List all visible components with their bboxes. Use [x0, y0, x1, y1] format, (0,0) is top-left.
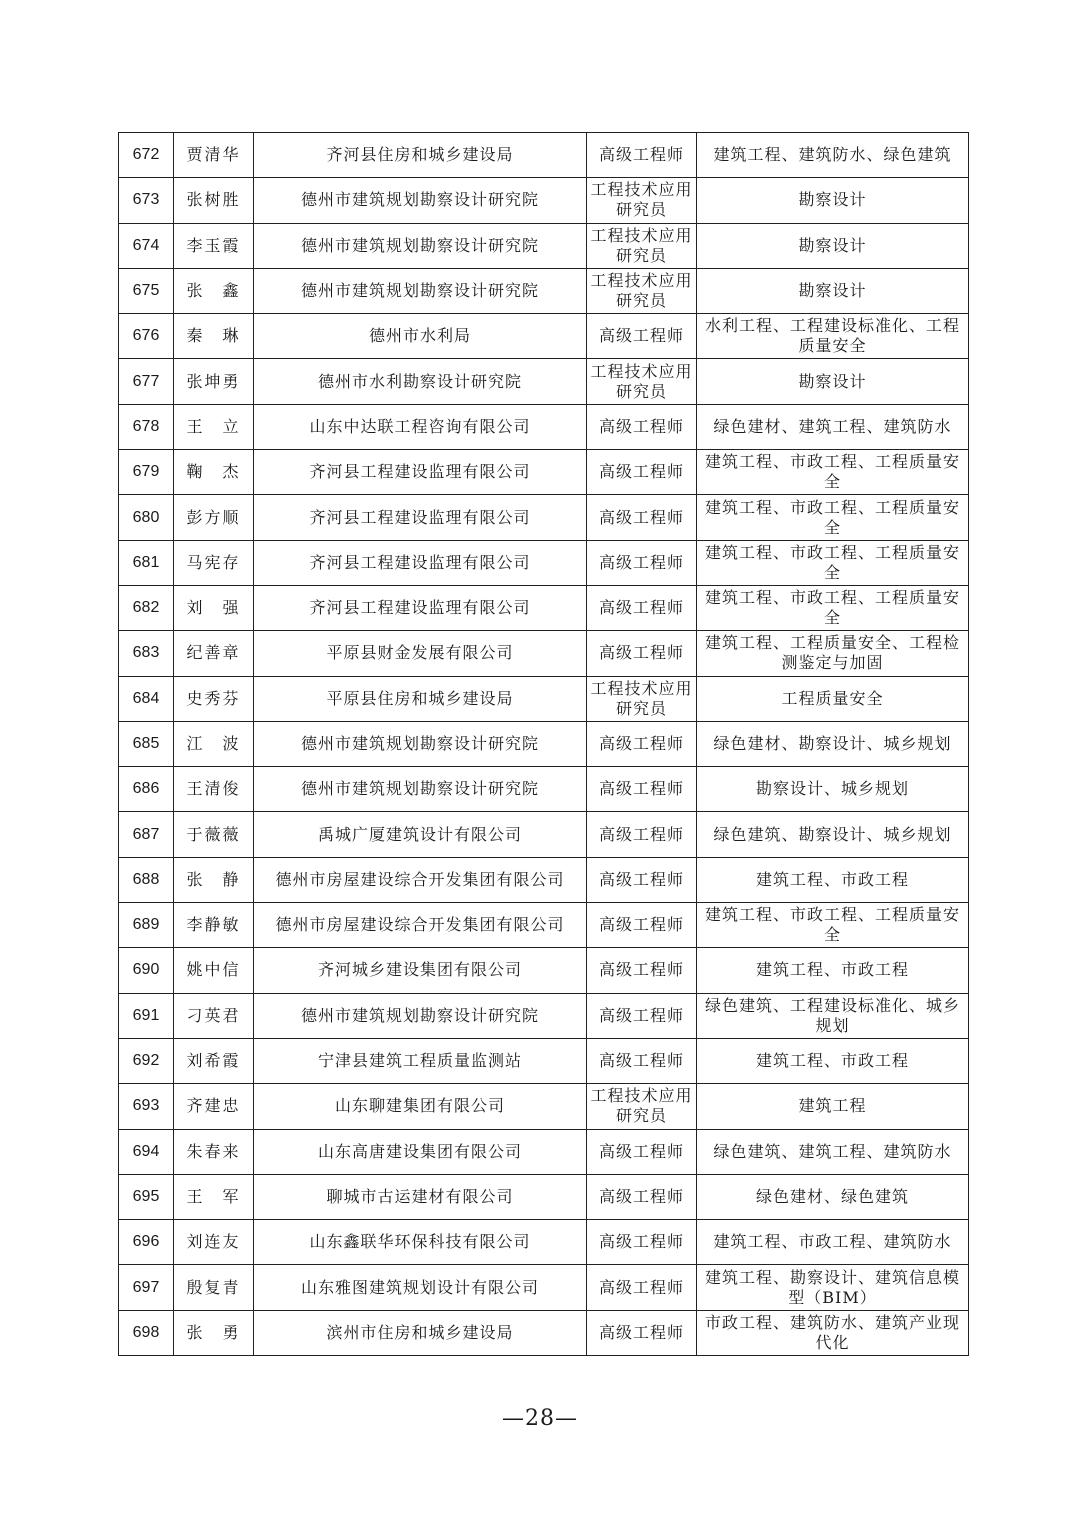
person-name-cell: 李静敏 — [174, 903, 254, 948]
person-name-cell: 贾清华 — [174, 133, 254, 178]
organization-cell: 德州市水利局 — [254, 314, 587, 359]
professional-title-cell: 高级工程师 — [587, 585, 697, 630]
specialty-field-cell: 建筑工程、市政工程、工程质量安全 — [697, 450, 969, 495]
specialty-field-cell: 勘察设计 — [697, 268, 969, 313]
professional-title-cell: 工程技术应用研究员 — [587, 1084, 697, 1129]
professional-title-cell: 高级工程师 — [587, 1038, 697, 1083]
person-name-cell: 刁英君 — [174, 993, 254, 1038]
row-number-cell: 689 — [119, 903, 174, 948]
person-name-cell: 张 勇 — [174, 1310, 254, 1355]
row-number-cell: 691 — [119, 993, 174, 1038]
professional-title-cell: 高级工程师 — [587, 540, 697, 585]
row-number-cell: 692 — [119, 1038, 174, 1083]
professional-title-cell: 高级工程师 — [587, 1174, 697, 1219]
person-name-cell: 刘 强 — [174, 585, 254, 630]
organization-cell: 德州市房屋建设综合开发集团有限公司 — [254, 857, 587, 902]
professional-title-cell: 高级工程师 — [587, 133, 697, 178]
row-number-cell: 684 — [119, 676, 174, 721]
table-row — [119, 631, 969, 676]
row-number-cell: 698 — [119, 1310, 174, 1355]
professional-title-cell: 高级工程师 — [587, 1220, 697, 1265]
row-number-cell: 674 — [119, 223, 174, 268]
professional-title-cell: 高级工程师 — [587, 812, 697, 857]
organization-cell: 德州市建筑规划勘察设计研究院 — [254, 767, 587, 812]
table-row — [119, 903, 969, 948]
table-row — [119, 1310, 969, 1355]
specialty-field-cell: 绿色建筑、勘察设计、城乡规划 — [697, 812, 969, 857]
person-name-cell: 马宪存 — [174, 540, 254, 585]
organization-cell: 齐河县住房和城乡建设局 — [254, 133, 587, 178]
person-name-cell: 王 立 — [174, 404, 254, 449]
organization-cell: 德州市水利勘察设计研究院 — [254, 359, 587, 404]
specialty-field-cell: 建筑工程、市政工程 — [697, 948, 969, 993]
table-row — [119, 268, 969, 313]
specialty-field-cell: 市政工程、建筑防水、建筑产业现代化 — [697, 1310, 969, 1355]
specialty-field-cell: 绿色建材、勘察设计、城乡规划 — [697, 721, 969, 766]
table-row — [119, 495, 969, 540]
specialty-field-cell: 绿色建材、建筑工程、建筑防水 — [697, 404, 969, 449]
professional-title-cell: 高级工程师 — [587, 903, 697, 948]
organization-cell: 宁津县建筑工程质量监测站 — [254, 1038, 587, 1083]
table-row — [119, 1084, 969, 1129]
table-row — [119, 223, 969, 268]
organization-cell: 山东中达联工程咨询有限公司 — [254, 404, 587, 449]
organization-cell: 德州市建筑规划勘察设计研究院 — [254, 223, 587, 268]
row-number-cell: 680 — [119, 495, 174, 540]
table-row — [119, 540, 969, 585]
professional-title-cell: 高级工程师 — [587, 631, 697, 676]
professional-title-cell: 高级工程师 — [587, 721, 697, 766]
professional-title-cell: 高级工程师 — [587, 948, 697, 993]
person-name-cell: 秦 琳 — [174, 314, 254, 359]
organization-cell: 齐河县工程建设监理有限公司 — [254, 540, 587, 585]
professional-title-cell: 高级工程师 — [587, 767, 697, 812]
organization-cell: 齐河县工程建设监理有限公司 — [254, 450, 587, 495]
expert-roster-table — [118, 132, 969, 1356]
organization-cell: 齐河城乡建设集团有限公司 — [254, 948, 587, 993]
person-name-cell: 张坤勇 — [174, 359, 254, 404]
table-row — [119, 133, 969, 178]
row-number-cell: 690 — [119, 948, 174, 993]
specialty-field-cell: 绿色建材、绿色建筑 — [697, 1174, 969, 1219]
organization-cell: 德州市建筑规划勘察设计研究院 — [254, 993, 587, 1038]
specialty-field-cell: 建筑工程、市政工程、建筑防水 — [697, 1220, 969, 1265]
professional-title-cell: 高级工程师 — [587, 450, 697, 495]
table-row — [119, 450, 969, 495]
specialty-field-cell: 建筑工程、市政工程 — [697, 1038, 969, 1083]
organization-cell: 滨州市住房和城乡建设局 — [254, 1310, 587, 1355]
table-row — [119, 993, 969, 1038]
specialty-field-cell: 工程质量安全 — [697, 676, 969, 721]
table-row — [119, 676, 969, 721]
specialty-field-cell: 建筑工程、市政工程、工程质量安全 — [697, 540, 969, 585]
table-row — [119, 857, 969, 902]
person-name-cell: 张 静 — [174, 857, 254, 902]
organization-cell: 平原县住房和城乡建设局 — [254, 676, 587, 721]
person-name-cell: 刘希霞 — [174, 1038, 254, 1083]
row-number-cell: 695 — [119, 1174, 174, 1219]
professional-title-cell: 高级工程师 — [587, 1310, 697, 1355]
table-row — [119, 1220, 969, 1265]
specialty-field-cell: 绿色建筑、建筑工程、建筑防水 — [697, 1129, 969, 1174]
organization-cell: 德州市建筑规划勘察设计研究院 — [254, 721, 587, 766]
table-row — [119, 1265, 969, 1310]
person-name-cell: 江 波 — [174, 721, 254, 766]
row-number-cell: 676 — [119, 314, 174, 359]
organization-cell: 山东鑫联华环保科技有限公司 — [254, 1220, 587, 1265]
organization-cell: 山东聊建集团有限公司 — [254, 1084, 587, 1129]
professional-title-cell: 高级工程师 — [587, 993, 697, 1038]
specialty-field-cell: 建筑工程、市政工程、工程质量安全 — [697, 495, 969, 540]
specialty-field-cell: 建筑工程、市政工程 — [697, 857, 969, 902]
person-name-cell: 史秀芬 — [174, 676, 254, 721]
table-row — [119, 721, 969, 766]
professional-title-cell: 高级工程师 — [587, 314, 697, 359]
person-name-cell: 王清俊 — [174, 767, 254, 812]
row-number-cell: 678 — [119, 404, 174, 449]
table-row — [119, 1174, 969, 1219]
table-row — [119, 585, 969, 630]
person-name-cell: 齐建忠 — [174, 1084, 254, 1129]
person-name-cell: 朱春来 — [174, 1129, 254, 1174]
row-number-cell: 685 — [119, 721, 174, 766]
professional-title-cell: 工程技术应用研究员 — [587, 223, 697, 268]
specialty-field-cell: 绿色建筑、工程建设标准化、城乡规划 — [697, 993, 969, 1038]
specialty-field-cell: 建筑工程、市政工程、工程质量安全 — [697, 903, 969, 948]
table-row — [119, 812, 969, 857]
table-row — [119, 178, 969, 223]
specialty-field-cell: 建筑工程 — [697, 1084, 969, 1129]
specialty-field-cell: 水利工程、工程建设标准化、工程质量安全 — [697, 314, 969, 359]
row-number-cell: 679 — [119, 450, 174, 495]
professional-title-cell: 工程技术应用研究员 — [587, 268, 697, 313]
professional-title-cell: 高级工程师 — [587, 1265, 697, 1310]
professional-title-cell: 高级工程师 — [587, 404, 697, 449]
organization-cell: 德州市建筑规划勘察设计研究院 — [254, 178, 587, 223]
row-number-cell: 677 — [119, 359, 174, 404]
table-row — [119, 1038, 969, 1083]
person-name-cell: 张树胜 — [174, 178, 254, 223]
professional-title-cell: 高级工程师 — [587, 495, 697, 540]
person-name-cell: 姚中信 — [174, 948, 254, 993]
row-number-cell: 694 — [119, 1129, 174, 1174]
row-number-cell: 693 — [119, 1084, 174, 1129]
table-row — [119, 359, 969, 404]
specialty-field-cell: 勘察设计、城乡规划 — [697, 767, 969, 812]
person-name-cell: 王 军 — [174, 1174, 254, 1219]
person-name-cell: 殷复青 — [174, 1265, 254, 1310]
table-row — [119, 314, 969, 359]
professional-title-cell: 高级工程师 — [587, 1129, 697, 1174]
organization-cell: 齐河县工程建设监理有限公司 — [254, 495, 587, 540]
specialty-field-cell: 勘察设计 — [697, 178, 969, 223]
specialty-field-cell: 建筑工程、工程质量安全、工程检测鉴定与加固 — [697, 631, 969, 676]
row-number-cell: 672 — [119, 133, 174, 178]
person-name-cell: 张 鑫 — [174, 268, 254, 313]
person-name-cell: 鞠 杰 — [174, 450, 254, 495]
professional-title-cell: 高级工程师 — [587, 857, 697, 902]
specialty-field-cell: 建筑工程、勘察设计、建筑信息模型（BIM） — [697, 1265, 969, 1310]
table-row — [119, 948, 969, 993]
row-number-cell: 688 — [119, 857, 174, 902]
row-number-cell: 697 — [119, 1265, 174, 1310]
organization-cell: 齐河县工程建设监理有限公司 — [254, 585, 587, 630]
row-number-cell: 675 — [119, 268, 174, 313]
organization-cell: 聊城市古运建材有限公司 — [254, 1174, 587, 1219]
row-number-cell: 686 — [119, 767, 174, 812]
specialty-field-cell: 建筑工程、市政工程、工程质量安全 — [697, 585, 969, 630]
professional-title-cell: 工程技术应用研究员 — [587, 676, 697, 721]
professional-title-cell: 工程技术应用研究员 — [587, 359, 697, 404]
person-name-cell: 于薇薇 — [174, 812, 254, 857]
table-row — [119, 404, 969, 449]
row-number-cell: 681 — [119, 540, 174, 585]
organization-cell: 山东高唐建设集团有限公司 — [254, 1129, 587, 1174]
roster-body — [119, 133, 969, 1356]
organization-cell: 德州市房屋建设综合开发集团有限公司 — [254, 903, 587, 948]
person-name-cell: 纪善章 — [174, 631, 254, 676]
professional-title-cell: 工程技术应用研究员 — [587, 178, 697, 223]
table-row — [119, 1129, 969, 1174]
row-number-cell: 683 — [119, 631, 174, 676]
specialty-field-cell: 勘察设计 — [697, 223, 969, 268]
person-name-cell: 李玉霞 — [174, 223, 254, 268]
organization-cell: 德州市建筑规划勘察设计研究院 — [254, 268, 587, 313]
table-row — [119, 767, 969, 812]
organization-cell: 山东雅图建筑规划设计有限公司 — [254, 1265, 587, 1310]
organization-cell: 平原县财金发展有限公司 — [254, 631, 587, 676]
specialty-field-cell: 勘察设计 — [697, 359, 969, 404]
person-name-cell: 彭方顺 — [174, 495, 254, 540]
page-number: —28— — [502, 1406, 578, 1431]
row-number-cell: 673 — [119, 178, 174, 223]
row-number-cell: 687 — [119, 812, 174, 857]
row-number-cell: 696 — [119, 1220, 174, 1265]
specialty-field-cell: 建筑工程、建筑防水、绿色建筑 — [697, 133, 969, 178]
person-name-cell: 刘连友 — [174, 1220, 254, 1265]
row-number-cell: 682 — [119, 585, 174, 630]
organization-cell: 禹城广厦建筑设计有限公司 — [254, 812, 587, 857]
